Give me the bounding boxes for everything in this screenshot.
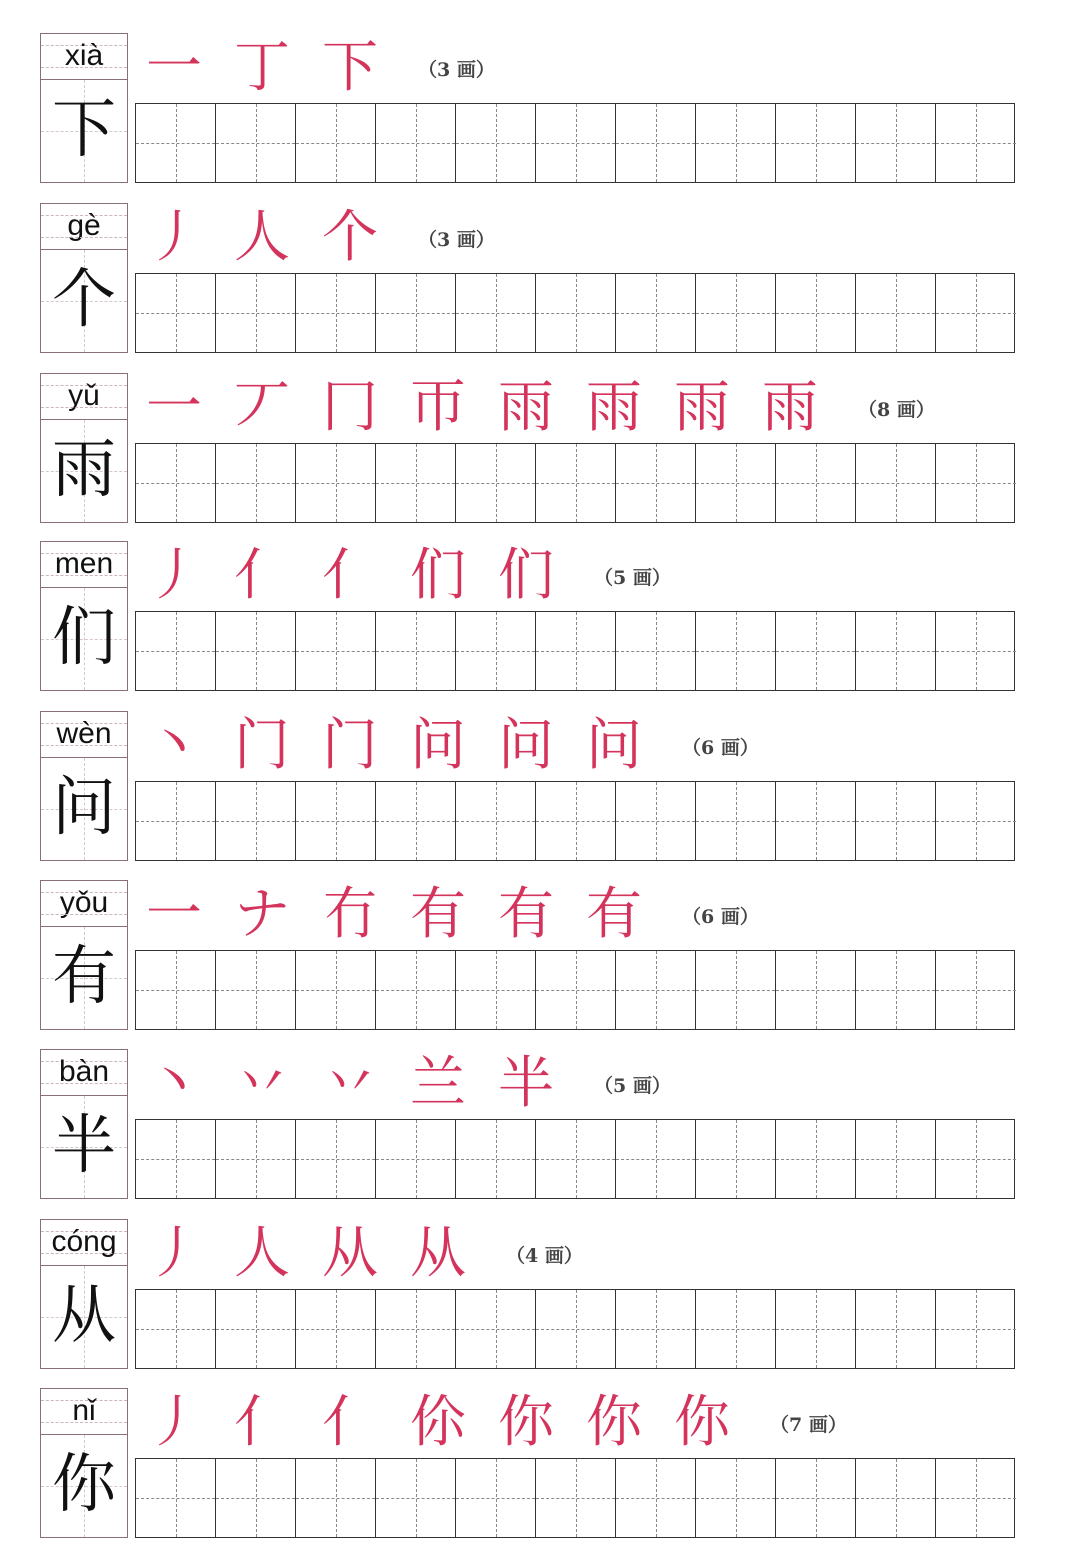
tianzige-cell[interactable]: [776, 444, 856, 522]
stroke-count: （7 画）: [770, 1413, 847, 1436]
stroke-step: 丷: [322, 1051, 378, 1116]
stroke-count: （5 画）: [594, 1074, 671, 1097]
stroke-step: 雨: [762, 375, 818, 440]
tianzige-cell[interactable]: [616, 1290, 696, 1368]
tianzige-cell[interactable]: [856, 782, 936, 860]
stroke-step: 人: [234, 205, 290, 270]
stroke-count: （5 画）: [594, 566, 671, 589]
stroke-step: 雨: [586, 375, 642, 440]
stroke-step: 丿: [146, 1390, 202, 1455]
stroke-step: 一: [146, 35, 202, 100]
stroke-step: 从: [410, 1221, 466, 1286]
stroke-step: 丶: [146, 713, 202, 778]
stroke-order: [146, 33, 495, 103]
tianzige-cell[interactable]: [376, 612, 456, 690]
tianzige-cell[interactable]: [536, 1290, 616, 1368]
stroke-step: 问: [410, 713, 466, 778]
stroke-step: 丷: [234, 1051, 290, 1116]
stroke-count: （3 画）: [418, 228, 495, 251]
tianzige-cell[interactable]: [216, 951, 296, 1029]
stroke-order: [146, 1049, 671, 1119]
tianzige-cell[interactable]: [296, 1290, 376, 1368]
practice-row: [0, 33, 1080, 183]
stroke-step: 问: [586, 713, 642, 778]
stroke-step: 个: [322, 205, 378, 270]
tianzige-cell[interactable]: [296, 274, 376, 352]
tianzige-cell[interactable]: [936, 1120, 1016, 1198]
pinyin-cell: [41, 881, 127, 927]
tianzige-cell[interactable]: [776, 1120, 856, 1198]
practice-row: [0, 1388, 1080, 1538]
practice-row: [0, 203, 1080, 353]
stroke-step: 下: [322, 35, 378, 100]
tianzige-cell[interactable]: [296, 104, 376, 182]
tianzige-cell[interactable]: [296, 1120, 376, 1198]
tianzige-cell[interactable]: [856, 1120, 936, 1198]
tianzige-cell[interactable]: [376, 274, 456, 352]
hanzi: 你: [52, 1448, 116, 1522]
tianzige-cell[interactable]: [216, 274, 296, 352]
stroke-step: 人: [234, 1221, 290, 1286]
tianzige-cell[interactable]: [216, 1459, 296, 1537]
tianzige-cell[interactable]: [616, 104, 696, 182]
stroke-step: 有: [498, 882, 554, 947]
tianzige-cell[interactable]: [136, 274, 216, 352]
stroke-step: 一: [146, 882, 202, 947]
character-label-box: [40, 711, 128, 861]
practice-row: [0, 541, 1080, 691]
tianzige-cell[interactable]: [616, 274, 696, 352]
tianzige-cell[interactable]: [136, 1290, 216, 1368]
tianzige-cell[interactable]: [616, 782, 696, 860]
hanzi: 下: [52, 93, 116, 167]
writing-grid: [135, 1119, 1015, 1199]
stroke-step: 帀: [410, 375, 466, 440]
writing-grid: [135, 950, 1015, 1030]
tianzige-cell[interactable]: [536, 444, 616, 522]
character-label-box: [40, 880, 128, 1030]
tianzige-cell[interactable]: [536, 612, 616, 690]
tianzige-cell[interactable]: [216, 104, 296, 182]
hanzi-cell: [41, 1266, 127, 1368]
tianzige-cell[interactable]: [216, 1290, 296, 1368]
stroke-step: 们: [498, 543, 554, 608]
stroke-count: （4 画）: [506, 1244, 583, 1267]
practice-row: [0, 880, 1080, 1030]
tianzige-cell[interactable]: [616, 444, 696, 522]
tianzige-cell[interactable]: [376, 104, 456, 182]
tianzige-cell[interactable]: [456, 274, 536, 352]
hanzi: 雨: [52, 433, 116, 507]
practice-row: [0, 373, 1080, 523]
stroke-step: 一: [146, 375, 202, 440]
stroke-step: 丁: [234, 35, 290, 100]
character-label-box: [40, 203, 128, 353]
tianzige-cell[interactable]: [776, 274, 856, 352]
pinyin-cell: [41, 34, 127, 80]
stroke-count: （6 画）: [682, 905, 759, 928]
stroke-step: 问: [498, 713, 554, 778]
pinyin-cell: [41, 1050, 127, 1096]
pinyin-cell: [41, 712, 127, 758]
pinyin: men: [54, 547, 114, 580]
stroke-step: 你: [586, 1390, 642, 1455]
pinyin: nǐ: [72, 1394, 96, 1427]
stroke-step: 们: [410, 543, 466, 608]
stroke-count: （8 画）: [858, 398, 935, 421]
pinyin-cell: [41, 542, 127, 588]
stroke-step: 丶: [146, 1051, 202, 1116]
stroke-step: 雨: [674, 375, 730, 440]
tianzige-cell[interactable]: [536, 274, 616, 352]
tianzige-cell[interactable]: [936, 951, 1016, 1029]
tianzige-cell[interactable]: [296, 1459, 376, 1537]
tianzige-cell[interactable]: [376, 951, 456, 1029]
pinyin-cell: [41, 1220, 127, 1266]
stroke-step: 丿: [146, 205, 202, 270]
tianzige-cell[interactable]: [296, 951, 376, 1029]
pinyin: xià: [64, 39, 104, 72]
tianzige-cell[interactable]: [936, 1459, 1016, 1537]
practice-row: [0, 1219, 1080, 1369]
stroke-step: 你: [674, 1390, 730, 1455]
tianzige-cell[interactable]: [616, 1120, 696, 1198]
stroke-step: ナ: [234, 882, 290, 947]
tianzige-cell[interactable]: [536, 104, 616, 182]
pinyin: yǔ: [68, 379, 100, 412]
tianzige-cell[interactable]: [936, 782, 1016, 860]
stroke-step: 亻: [234, 1390, 290, 1455]
hanzi-cell: [41, 1096, 127, 1198]
stroke-step: 亻: [322, 1390, 378, 1455]
tianzige-cell[interactable]: [376, 1120, 456, 1198]
tianzige-cell[interactable]: [616, 612, 696, 690]
tianzige-cell[interactable]: [616, 1459, 696, 1537]
tianzige-cell[interactable]: [216, 612, 296, 690]
stroke-step: 雨: [498, 375, 554, 440]
tianzige-cell[interactable]: [696, 782, 776, 860]
tianzige-cell[interactable]: [936, 444, 1016, 522]
writing-grid: [135, 1458, 1015, 1538]
stroke-order: [146, 711, 759, 781]
tianzige-cell[interactable]: [136, 612, 216, 690]
stroke-step: 有: [586, 882, 642, 947]
tianzige-cell[interactable]: [536, 782, 616, 860]
tianzige-cell[interactable]: [776, 1290, 856, 1368]
tianzige-cell[interactable]: [376, 444, 456, 522]
tianzige-cell[interactable]: [856, 612, 936, 690]
writing-grid: [135, 103, 1015, 183]
tianzige-cell[interactable]: [456, 444, 536, 522]
tianzige-cell[interactable]: [136, 1459, 216, 1537]
tianzige-cell[interactable]: [456, 1290, 536, 1368]
tianzige-cell[interactable]: [536, 1459, 616, 1537]
tianzige-cell[interactable]: [136, 951, 216, 1029]
stroke-step: 丿: [146, 1221, 202, 1286]
tianzige-cell[interactable]: [696, 274, 776, 352]
tianzige-cell[interactable]: [936, 104, 1016, 182]
stroke-order: [146, 203, 495, 273]
hanzi-cell: [41, 250, 127, 352]
writing-grid: [135, 611, 1015, 691]
character-label-box: [40, 1219, 128, 1369]
tianzige-cell[interactable]: [456, 104, 536, 182]
tianzige-cell[interactable]: [776, 782, 856, 860]
tianzige-cell[interactable]: [776, 1459, 856, 1537]
hanzi-cell: [41, 927, 127, 1029]
tianzige-cell[interactable]: [696, 1120, 776, 1198]
tianzige-cell[interactable]: [856, 274, 936, 352]
tianzige-cell[interactable]: [456, 612, 536, 690]
stroke-step: 亻: [234, 543, 290, 608]
practice-row: [0, 711, 1080, 861]
pinyin: gè: [67, 209, 101, 242]
hanzi-cell: [41, 588, 127, 690]
character-label-box: [40, 541, 128, 691]
hanzi-cell: [41, 1435, 127, 1537]
pinyin-cell: [41, 1389, 127, 1435]
tianzige-cell[interactable]: [136, 444, 216, 522]
tianzige-cell[interactable]: [696, 1290, 776, 1368]
character-label-box: [40, 373, 128, 523]
hanzi-cell: [41, 80, 127, 182]
stroke-step: 兰: [410, 1051, 466, 1116]
character-label-box: [40, 1049, 128, 1199]
stroke-step: 门: [322, 713, 378, 778]
tianzige-cell[interactable]: [696, 444, 776, 522]
stroke-count: （3 画）: [418, 58, 495, 81]
stroke-step: 丆: [234, 375, 290, 440]
writing-grid: [135, 443, 1015, 523]
stroke-step: 半: [498, 1051, 554, 1116]
tianzige-cell[interactable]: [696, 1459, 776, 1537]
tianzige-cell[interactable]: [856, 104, 936, 182]
stroke-step: 丿: [146, 543, 202, 608]
pinyin: bàn: [58, 1055, 110, 1088]
stroke-step: 冇: [322, 882, 378, 947]
tianzige-cell[interactable]: [376, 1459, 456, 1537]
tianzige-cell[interactable]: [456, 951, 536, 1029]
tianzige-cell[interactable]: [936, 612, 1016, 690]
stroke-step: 冂: [322, 375, 378, 440]
hanzi: 半: [52, 1109, 116, 1183]
stroke-order: [146, 880, 759, 950]
stroke-step: 从: [322, 1221, 378, 1286]
hanzi: 们: [52, 601, 116, 675]
pinyin-cell: [41, 374, 127, 420]
stroke-order: [146, 1219, 583, 1289]
hanzi: 个: [52, 263, 116, 337]
hanzi-cell: [41, 420, 127, 522]
stroke-step: 门: [234, 713, 290, 778]
tianzige-cell[interactable]: [216, 444, 296, 522]
pinyin: cóng: [51, 1225, 117, 1258]
tianzige-cell[interactable]: [296, 444, 376, 522]
tianzige-cell[interactable]: [776, 104, 856, 182]
tianzige-cell[interactable]: [856, 444, 936, 522]
writing-grid: [135, 781, 1015, 861]
tianzige-cell[interactable]: [216, 1120, 296, 1198]
writing-grid: [135, 1289, 1015, 1369]
tianzige-cell[interactable]: [936, 1290, 1016, 1368]
tianzige-cell[interactable]: [536, 1120, 616, 1198]
tianzige-cell[interactable]: [456, 1120, 536, 1198]
tianzige-cell[interactable]: [696, 951, 776, 1029]
stroke-step: 你: [498, 1390, 554, 1455]
character-label-box: [40, 33, 128, 183]
stroke-step: 伱: [410, 1390, 466, 1455]
tianzige-cell[interactable]: [456, 782, 536, 860]
writing-grid: [135, 273, 1015, 353]
stroke-order: [146, 1388, 847, 1458]
pinyin: yǒu: [59, 886, 109, 919]
tianzige-cell[interactable]: [296, 612, 376, 690]
tianzige-cell[interactable]: [536, 951, 616, 1029]
hanzi: 从: [52, 1279, 116, 1353]
stroke-order: [146, 373, 935, 443]
tianzige-cell[interactable]: [376, 782, 456, 860]
stroke-step: 亻: [322, 543, 378, 608]
stroke-order: [146, 541, 671, 611]
tianzige-cell[interactable]: [216, 782, 296, 860]
tianzige-cell[interactable]: [296, 782, 376, 860]
practice-row: [0, 1049, 1080, 1199]
tianzige-cell[interactable]: [856, 1459, 936, 1537]
pinyin-cell: [41, 204, 127, 250]
tianzige-cell[interactable]: [136, 104, 216, 182]
tianzige-cell[interactable]: [616, 951, 696, 1029]
stroke-count: （6 画）: [682, 736, 759, 759]
pinyin: wèn: [56, 717, 112, 750]
tianzige-cell[interactable]: [776, 951, 856, 1029]
tianzige-cell[interactable]: [856, 1290, 936, 1368]
tianzige-cell[interactable]: [856, 951, 936, 1029]
stroke-step: 有: [410, 882, 466, 947]
tianzige-cell[interactable]: [136, 782, 216, 860]
tianzige-cell[interactable]: [936, 274, 1016, 352]
tianzige-cell[interactable]: [696, 612, 776, 690]
character-label-box: [40, 1388, 128, 1538]
tianzige-cell[interactable]: [136, 1120, 216, 1198]
tianzige-cell[interactable]: [696, 104, 776, 182]
tianzige-cell[interactable]: [456, 1459, 536, 1537]
hanzi: 问: [52, 771, 116, 845]
tianzige-cell[interactable]: [376, 1290, 456, 1368]
hanzi-cell: [41, 758, 127, 860]
tianzige-cell[interactable]: [776, 612, 856, 690]
hanzi: 有: [52, 940, 116, 1014]
